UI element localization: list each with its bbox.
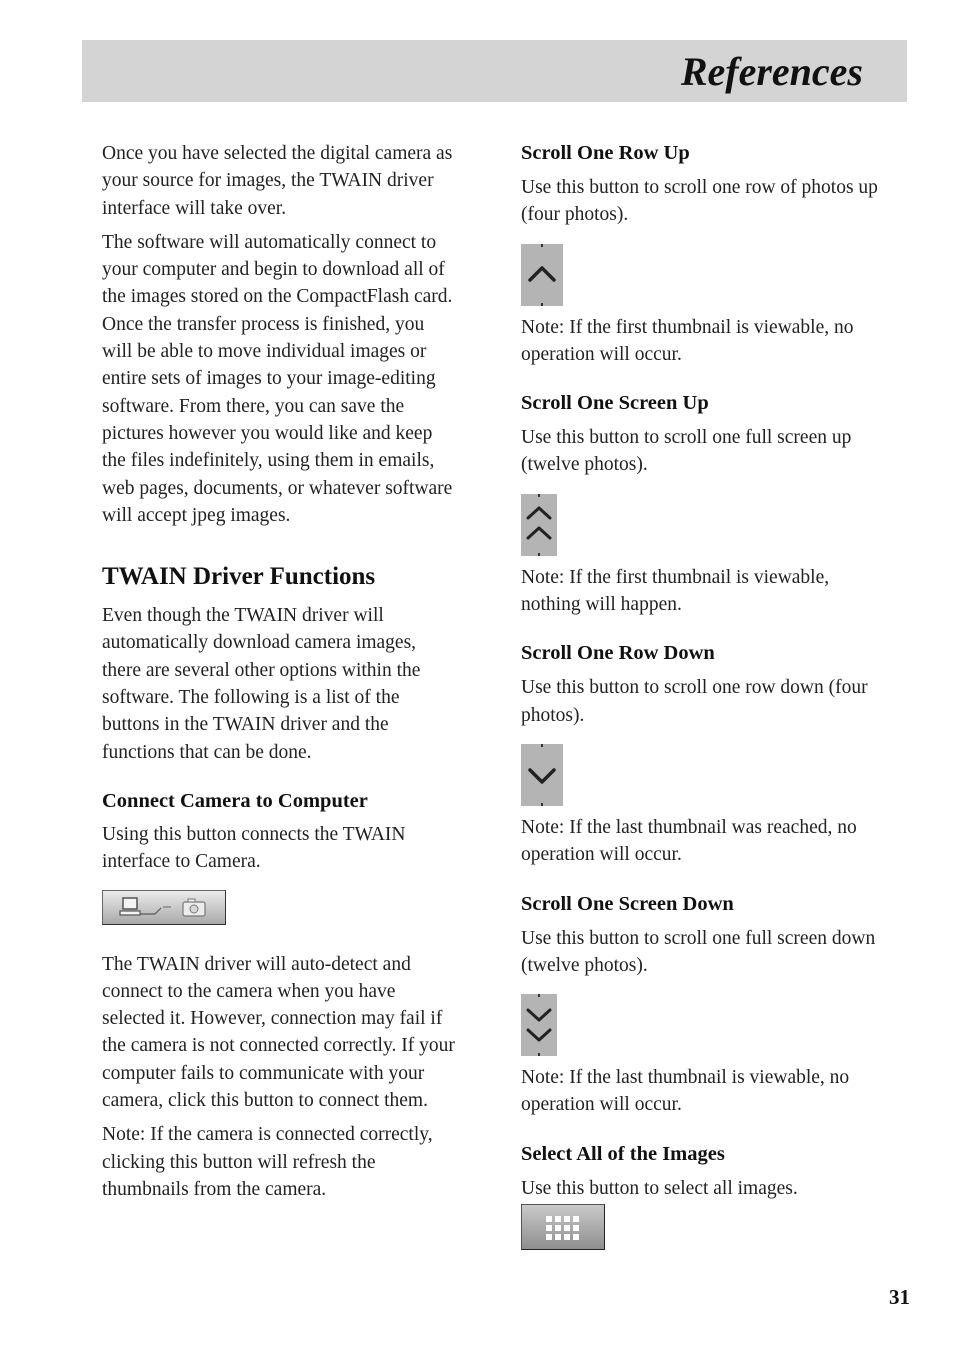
connect-camera-button[interactable] (102, 890, 226, 925)
chevron-up-icon (521, 244, 563, 306)
connect-heading: Connect Camera to Computer (102, 789, 368, 812)
computer-camera-link-icon (103, 891, 227, 926)
left-column (102, 140, 458, 1203)
connect-body: The TWAIN driver will auto-detect and connect to the camera when you have selected it. However, connection may fail if the camera is not connected correctly. If your computer fails to communicate with your camera, click this button to connect them. (102, 953, 455, 1112)
select-all-description: Use this button to select all images. (521, 1177, 798, 1199)
scroll-row-up-button[interactable] (521, 244, 563, 306)
screen-down-note: Note: If the last thumbnail is viewable, no operation will occur. (521, 1067, 850, 1116)
screen-up-description: Use this button to scroll one full screen up (twelve photos). (521, 427, 852, 476)
chevron-down-icon (521, 744, 563, 806)
double-chevron-down-icon (521, 994, 557, 1056)
row-down-description: Use this button to scroll one row down (four photos). (521, 677, 868, 726)
screen-up-note: Note: If the first thumbnail is viewable, nothing will happen. (521, 566, 830, 616)
connect-description: Using this button connects the TWAIN interface to Camera. (102, 823, 406, 873)
select-all-button[interactable] (521, 1204, 605, 1250)
screen-up-heading: Scroll One Screen Up (521, 392, 709, 415)
page-number: 31 (889, 1285, 910, 1309)
intro-paragraph-2: The software will automatically connect to your computer and begin to download all of the images stored on the CompactFlash card. Once the transfer process is finished, you will be able to move individual images or entire sets of images to your image-editing software. From there, you can save the pictures however you would like and keep the files indefinitely, using them in emails, web pages, documents, or whatever software will accept jpeg images. (102, 231, 453, 526)
intro-paragraph-1: Once you have selected the digital camera as your source for images, the TWAIN driver interface will take over. (102, 143, 453, 219)
section-intro: Even though the TWAIN driver will automatically download camera images, there are several other options within the software. The following is a list of the buttons in the TWAIN driver and the functions that can be done. (102, 605, 421, 763)
header-bar (82, 40, 907, 102)
right-column (521, 140, 881, 1250)
row-up-description: Use this button to scroll one row of photos up (four photos). (521, 177, 878, 226)
connect-note: Note: If the camera is connected correctly, clicking this button will refresh the thumbnails from the camera. (102, 1124, 433, 1200)
section-heading: TWAIN Driver Functions (102, 563, 376, 591)
row-up-heading: Scroll One Row Up (521, 142, 690, 164)
double-chevron-up-icon (521, 494, 557, 556)
scroll-screen-up-button[interactable] (521, 494, 557, 556)
scroll-row-down-button[interactable] (521, 744, 563, 806)
row-down-note: Note: If the last thumbnail was reached, no operation will occur. (521, 816, 857, 866)
screen-down-description: Use this button to scroll one full screen down (twelve photos). (521, 927, 876, 976)
row-up-note: Note: If the first thumbnail is viewable, no operation will occur. (521, 316, 854, 365)
screen-down-heading: Scroll One Screen Down (521, 892, 734, 915)
grid-icon (522, 1205, 606, 1251)
page-title: References (680, 49, 863, 94)
row-down-heading: Scroll One Row Down (521, 642, 715, 665)
select-all-heading: Select All of the Images (521, 1142, 725, 1165)
scroll-screen-down-button[interactable] (521, 994, 557, 1056)
